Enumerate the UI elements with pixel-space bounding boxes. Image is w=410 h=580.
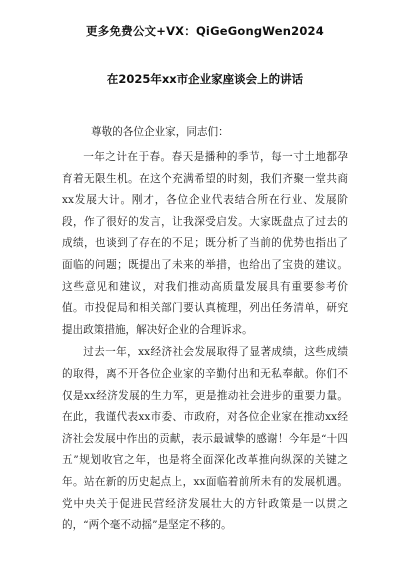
body-paragraph: 一年之计在于春。春天是播种的季节，每一寸土地都孕育着无限生机。在这个充满希望的时刻，我们齐聚一堂共商xx发展大计。刚才，各位企业代表结合所在行业、发展阶段，作了很好的发言，让我深受启发。大家既盘点了过去的成绩，也谈到了存在的不足；既分析了当前的优势也指出了面临的问题；既提出了未来的举措，也给出了宝贵的建议。这些意见和建议，对我们推动高质量发展具有重要参考价值。市投促局和相关部门要认真梳理，列出任务清单，研究提出政策措施，解决好企业的合理诉求。 xyxy=(62,151,348,336)
body-paragraph: 过去一年，xx经济社会发展取得了显著成绩，这些成绩的取得，离不开各位企业家的辛勤付出和无私奉献。你们不仅是xx经济发展的生力军，更是推动社会进步的重要力量。在此，我谨代表xx市委、市政府，对各位企业家在推动xx经济社会发展中作出的贡献，表示最诚挚的感谢！今年是“十四五”规划收官之年，也是将全面深化改革推向纵深的关键之年。站在新的历史起点上，xx面临着前所未有的发展机遇。党中央关于促进民营经济发展壮大的方针政策是一以贯之的，“两个毫不动摇”是坚定不移的。 xyxy=(62,346,348,532)
document-title: 在2025年xx市企业家座谈会上的讲话 xyxy=(106,72,304,86)
salutation: 尊敬的各位企业家，同志们： xyxy=(91,126,229,138)
header-watermark: 更多免费公文+VX：QiGeGongWen2024 xyxy=(86,24,324,38)
document-body xyxy=(62,147,348,537)
